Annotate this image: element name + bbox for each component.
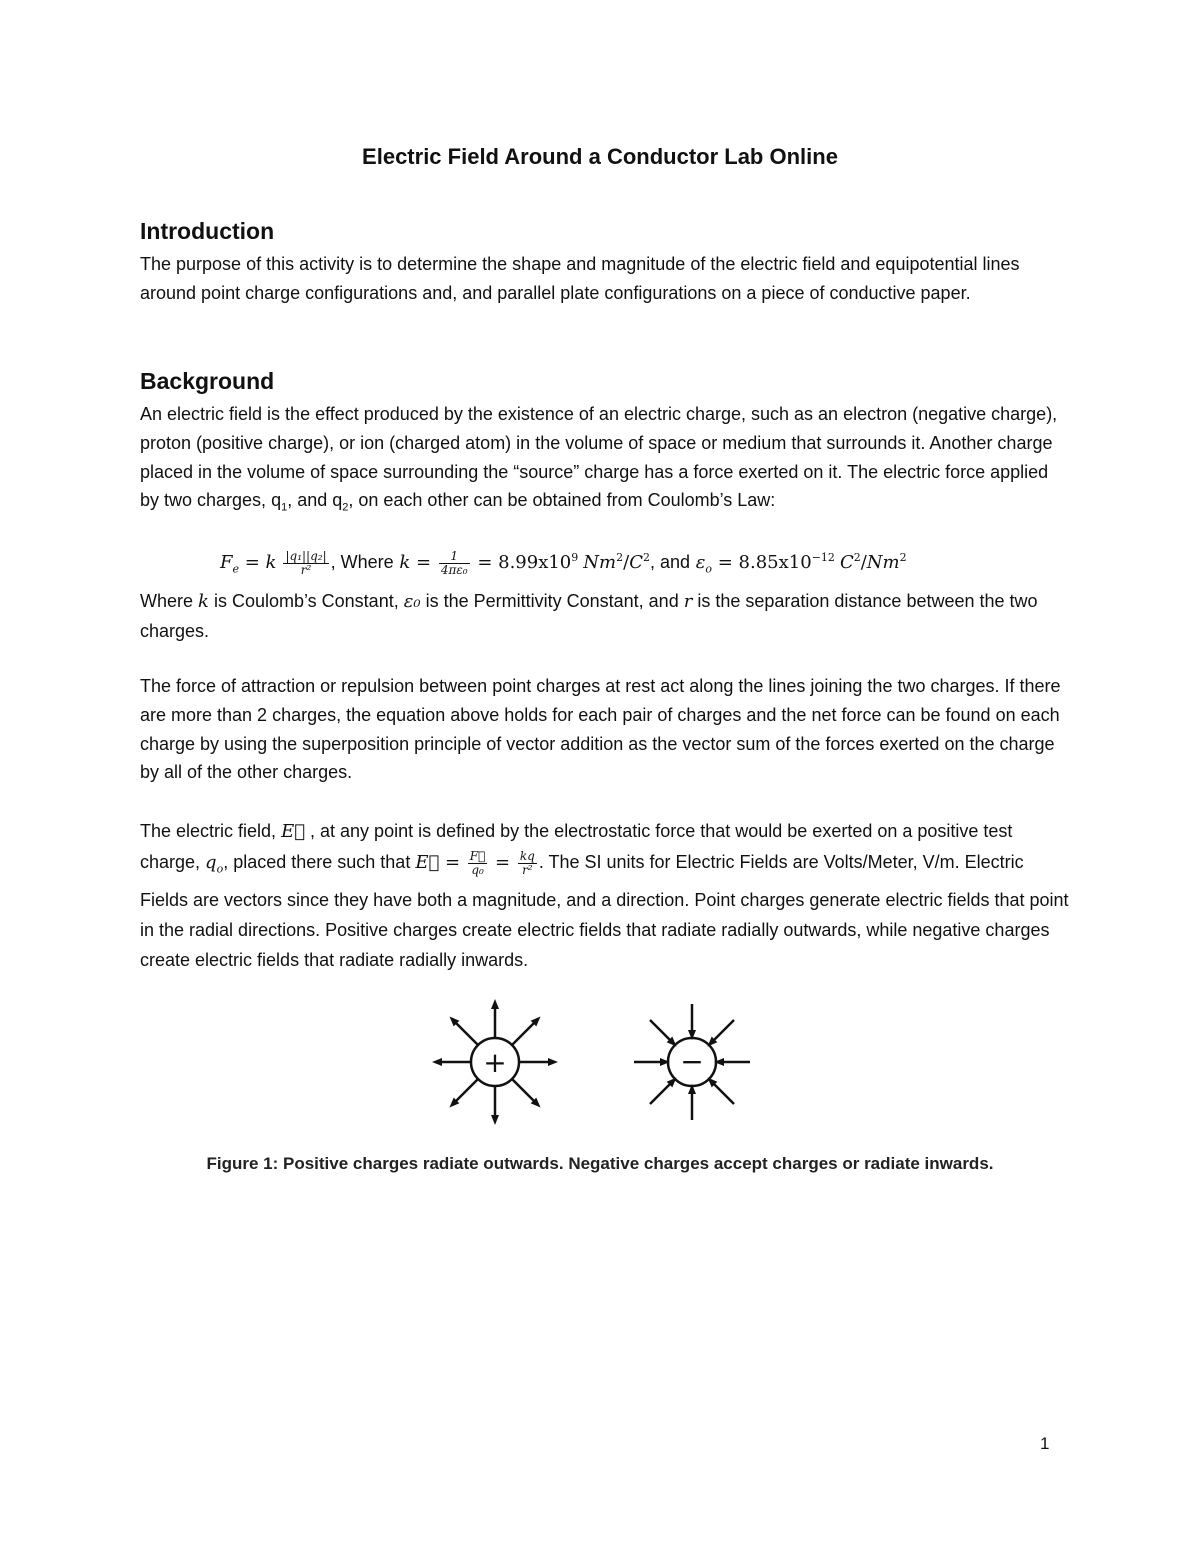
para4-text-a: The electric field,: [140, 821, 282, 841]
force-subscript: e: [232, 562, 240, 576]
para2-text-b: is Coulomb’s Constant,: [208, 591, 404, 611]
para1-text-b: , and q: [287, 490, 343, 511]
coulomb-equation: $F_e = k$ $\frac{\text{|q₁||q₂|}}{\text{r²}}$ , Where k = $\frac{1}{\text{4πε₀}}$ = $8.99x10^9$ $Nm^2/C^2$, and $\varepsilon_o = 8.85x10^{-12}$ $C^2/Nm^2$: [220, 548, 907, 577]
k-units-numerator-exponent: 2: [616, 551, 624, 564]
k-exponent: 9: [571, 551, 579, 564]
positive-charge-diagram: [437, 1004, 553, 1120]
page-number: 1: [1040, 1434, 1050, 1453]
k-fraction-denominator: 4πε₀: [440, 562, 468, 577]
charge-field-figure: [420, 995, 780, 1135]
para2-k: k: [198, 591, 209, 612]
introduction-text: The purpose of this activity is to determine the shape and magnitude of the electric field and equipotential lines around point charge configurations and, and parallel plate configurations on a piece of conductive paper.: [140, 254, 1020, 303]
epsilon-symbol: ε: [690, 552, 706, 573]
coulomb-fraction: [283, 550, 328, 577]
figure-caption: Figure 1: Positive charges radiate outwards. Negative charges accept charges or radiate inwards.: [206, 1154, 994, 1173]
field-fraction-1-denominator: q₀: [471, 862, 484, 877]
k-units-numerator: Nm: [583, 552, 617, 573]
equals-k: = k: [239, 552, 277, 573]
para1-text-c: , on each other can be obtained from Coulomb’s Law:: [348, 490, 776, 511]
para4-q-subscript: o: [216, 862, 224, 876]
where-label: , Where: [330, 552, 394, 572]
q1-subscript: 1: [281, 501, 288, 514]
k-units-denominator: C: [629, 552, 643, 573]
epsilon-exponent: −12: [811, 551, 835, 564]
and-label: , and: [649, 552, 691, 572]
para2-text-a: Where: [140, 591, 199, 611]
introduction-heading: Introduction: [140, 218, 275, 244]
negative-symbol: −: [680, 1045, 704, 1078]
k-value: = 8.99x10: [471, 552, 572, 573]
background-paragraph-2: [140, 587, 1070, 646]
epsilon-units-numerator-exponent: 2: [853, 551, 861, 564]
para2-epsilon: ε₀: [403, 591, 421, 612]
background-heading: Background: [140, 368, 275, 394]
epsilon-units-denominator-exponent: 2: [899, 551, 907, 564]
para1-text-a: An electric field is the effect produced by the existence of an electric charge, such as an electron (negative charge), proton (positive charge), or ion (charged atom) in the volume of space or medium that surrounds it. Another charge placed in the volume of space surrounding the “source” charge has a force exerted on it. The electric force applied by two charges, q: [140, 404, 1058, 511]
k-definition: k =: [393, 552, 437, 573]
para4-text-c: , placed there such that: [223, 852, 416, 872]
field-fraction-2-denominator: r²: [522, 862, 533, 877]
epsilon-units-denominator: Nm: [866, 552, 900, 573]
para4-equals: =: [489, 852, 516, 873]
para4-e-vector: E⃗: [281, 821, 306, 842]
para2-text-d: is the separation distance between the two charges.: [140, 591, 1038, 641]
para4-text-b: , at any point is defined by the electrostatic force that would be exerted on a positive test charge,: [140, 821, 1013, 872]
negative-charge-diagram: [634, 1004, 750, 1120]
coulomb-fraction-numerator: |q₁||q₂|: [285, 548, 327, 563]
para4-e-equals: E⃗ =: [415, 852, 466, 873]
epsilon-value: = 8.85x10: [712, 552, 812, 573]
k-fraction-numerator: 1: [439, 550, 470, 564]
positive-symbol: +: [483, 1046, 507, 1079]
q2-subscript: 2: [342, 501, 349, 514]
background-paragraph-3: The force of attraction or repulsion between point charges at rest act along the lines joining the two charges. If there are more than 2 charges, the equation above holds for each pair of charges and the net force can be found on each charge by using the superposition principle of vector addition as the vector sum of the forces exerted on the charge by all of the other charges.: [140, 676, 1061, 783]
field-fraction-1: [468, 850, 488, 877]
background-paragraph-4: [140, 816, 1070, 975]
para4-q: q: [205, 852, 217, 873]
para4-text-d: . The SI units for Electric Fields are Volts/Meter, V/m. Electric Fields are vectors since they have both a magnitude, and a direction. Point charges generate electric fields that point in the radial directions. Positive charges create electric fields that radiate radially outwards, while negative charges create electric fields that radiate radially inwards.: [140, 852, 1069, 970]
para2-r: r: [683, 591, 693, 612]
k-units-denominator-exponent: 2: [642, 551, 650, 564]
field-fraction-1-numerator: F⃗: [469, 848, 486, 863]
para2-text-c: is the Permittivity Constant, and: [420, 591, 684, 611]
document-title: Electric Field Around a Conductor Lab Online: [362, 144, 838, 169]
k-fraction: [439, 550, 470, 577]
epsilon-units-numerator: C: [839, 552, 854, 573]
coulomb-fraction-denominator: r²: [300, 562, 312, 577]
force-symbol: F: [220, 552, 233, 573]
background-paragraph-1: [140, 400, 1070, 523]
field-fraction-2: [518, 850, 537, 877]
epsilon-subscript: o: [705, 562, 713, 576]
field-fraction-2-numerator: kq: [519, 848, 535, 863]
